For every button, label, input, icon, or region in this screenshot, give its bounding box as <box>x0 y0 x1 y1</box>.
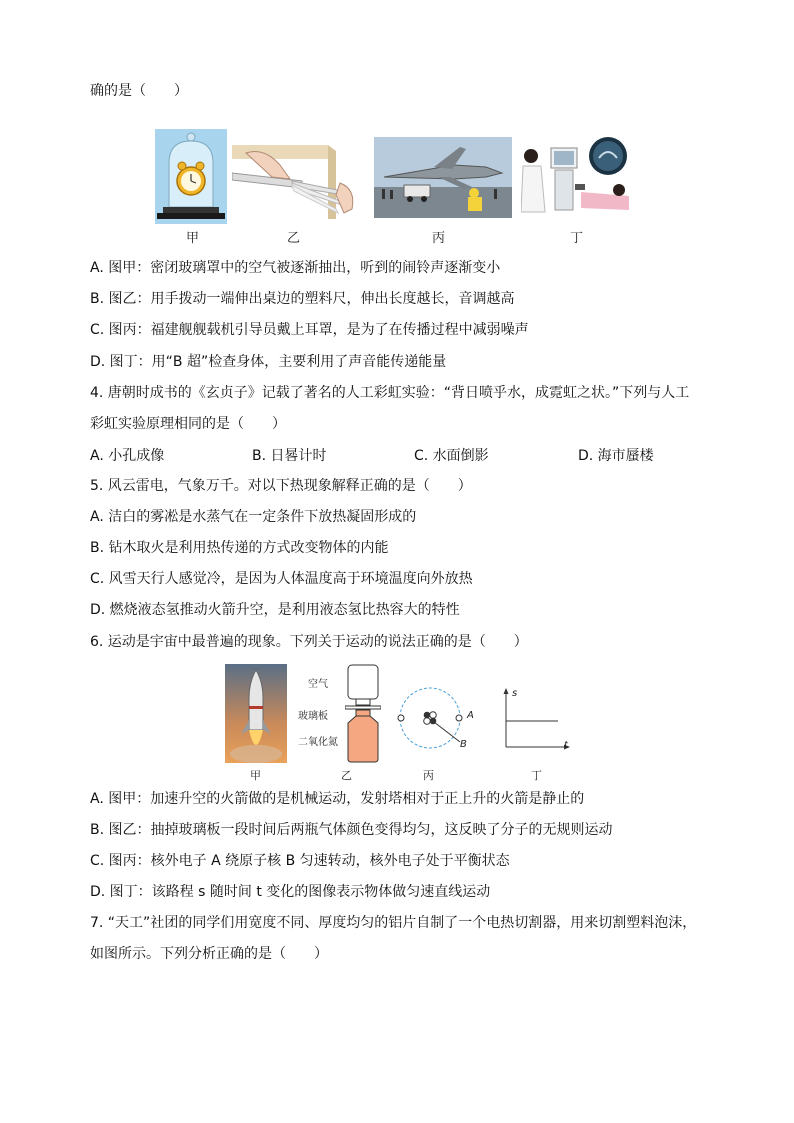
q6-caption-jia: 甲 <box>250 769 261 782</box>
figure-jia-bell-jar <box>155 129 227 224</box>
q3-caption-bing: 丙 <box>432 231 446 246</box>
q3-caption-yi: 乙 <box>287 231 301 246</box>
q7-stem-line2: 如图所示。下列分析正确的是（ ） <box>90 946 328 962</box>
q5-stem: 5. 风云雷电，气象万千。对以下热现象解释正确的是（ ） <box>90 478 472 494</box>
q6-caption-yi: 乙 <box>341 769 352 782</box>
q6-stem: 6. 运动是宇宙中最普遍的现象。下列关于运动的说法正确的是（ ） <box>90 634 528 650</box>
q4-stem-line2: 彩虹实验原理相同的是（ ） <box>90 416 286 432</box>
q6-caption-bing: 丙 <box>423 769 434 782</box>
q3-option-c: C. 图丙：福建舰舰载机引导员戴上耳罩，是为了在传播过程中减弱噪声 <box>90 322 529 338</box>
q6-option-b: B. 图乙：抽掉玻璃板一段时间后两瓶气体颜色变得均匀，这反映了分子的无规则运动 <box>90 822 613 838</box>
label-electron-a: A <box>467 710 474 721</box>
q4-option-b: B. 日晷计时 <box>252 448 327 464</box>
q6-option-d: D. 图丁：该路程 s 随时间 t 变化的图像表示物体做匀速直线运动 <box>90 884 491 900</box>
q3-option-a: A. 图甲：密闭玻璃罩中的空气被逐渐抽出，听到的闹铃声逐渐变小 <box>90 260 501 276</box>
figure-ding-s-t-graph <box>500 688 572 750</box>
q6-option-a: A. 图甲：加速升空的火箭做的是机械运动，发射塔相对于正上升的火箭是静止的 <box>90 791 585 807</box>
q7-stem-line1: 7. “天工”社团的同学们用宽度不同、厚度均匀的铝片自制了一个电热切割器，用来切割塑料泡沫， <box>90 915 697 931</box>
q5-option-b: B. 钻木取火是利用热传递的方式改变物体的内能 <box>90 540 389 556</box>
q3-caption-ding: 丁 <box>570 231 584 246</box>
label-axis-s: s <box>512 688 518 699</box>
q6-option-c: C. 图丙：核外电子 A 绕原子核 B 匀速转动，核外电子处于平衡状态 <box>90 853 510 869</box>
q4-options-row <box>90 445 710 465</box>
q4-option-c: C. 水面倒影 <box>414 448 489 464</box>
label-air: 空气 <box>308 679 328 690</box>
q5-option-a: A. 洁白的雾凇是水蒸气在一定条件下放热凝固形成的 <box>90 509 417 525</box>
label-nucleus-b: B <box>460 739 467 750</box>
q3-caption-jia: 甲 <box>186 231 200 246</box>
q3-option-b: B. 图乙：用手拨动一端伸出桌边的塑料尺，伸出长度越长，音调越高 <box>90 291 515 307</box>
figure-bing-atom <box>396 686 468 750</box>
figure-yi-plastic-ruler <box>232 143 364 221</box>
figure-ding-b-ultrasound <box>521 136 633 219</box>
label-nitrogen-dioxide: 二氧化氮 <box>298 737 338 748</box>
figure-jia-rocket <box>225 664 287 763</box>
figure-bing-aircraft-carrier <box>374 137 512 218</box>
q5-option-d: D. 燃烧液态氢推动火箭升空，是利用液态氢比热容大的特性 <box>90 602 460 618</box>
label-axis-t: t <box>564 740 568 751</box>
label-glass-plate: 玻璃板 <box>298 711 328 722</box>
q4-option-d: D. 海市蜃楼 <box>578 448 654 464</box>
q3-option-d: D. 图丁：用“B 超”检查身体，主要利用了声音能传递能量 <box>90 354 447 370</box>
figure-yi-gas-bottles <box>345 663 381 763</box>
q4-option-a: A. 小孔成像 <box>90 448 165 464</box>
q5-option-c: C. 风雪天行人感觉冷，是因为人体温度高于环境温度向外放热 <box>90 571 473 587</box>
q6-caption-ding: 丁 <box>531 769 542 782</box>
q4-stem-line1: 4. 唐朝时成书的《玄贞子》记载了著名的人工彩虹实验：“背日喷乎水，成霓虹之状。”下列与人工 <box>90 385 690 401</box>
q3-stem-tail: 确的是（ ） <box>90 83 188 99</box>
